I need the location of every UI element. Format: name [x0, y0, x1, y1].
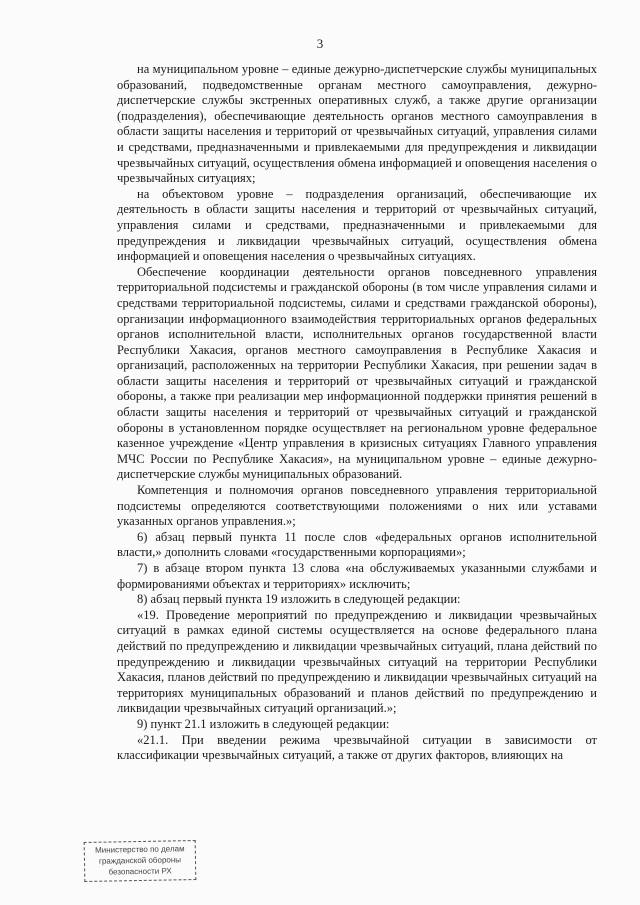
paragraph-item-7: 7) в абзаце втором пункта 13 слова «на обслуживаемых указанными службами и формированиями объектах и территориях» исключить;: [117, 561, 597, 591]
stamp-line: безопасности РХ: [108, 866, 172, 877]
paragraph-clause-19: «19. Проведение мероприятий по предупреждению и ликвидации чрезвычайных ситуаций в рамках единой системы осуществляется на основе федерального плана действий по предупреждению и ликвидации чрезвычайных ситуаций, плана действий по предупреждению и ликвидации чрезвычайных ситуаций на территории Республики Хакасия, планов действий по предупреждению и ликвидации чрезвычайных ситуаций на территориях муниципальных образований и планов действий по предупреждению и ликвидации чрезвычайных ситуаций организаций.»;: [117, 607, 597, 716]
paragraph-clause-21-1: «21.1. При введении режима чрезвычайной ситуации в зависимости от классификации чрезвычайных ситуаций, а также от других факторов, влияющих на: [117, 732, 597, 763]
paragraph-competence: Компетенция и полномочия органов повседневного управления территориальной подсистемы определяются соответствующими положениями о них или уставами указанных органов управления.»;: [117, 483, 597, 529]
page-number: 3: [316, 36, 324, 51]
registration-stamp: [84, 840, 197, 882]
stamp-line: Министерство по делам: [94, 844, 185, 855]
paragraph-item-9: 9) пункт 21.1 изложить в следующей редакции:: [137, 716, 390, 731]
document-body: [117, 62, 597, 764]
paragraph-municipal-level: на муниципальном уровне – единые дежурно-диспетчерские службы муниципальных образований, подведомственные органам местного самоуправления, дежурно-диспетчерские службы экстренных оперативных служб, а также другие организации (подразделения), обеспечивающие деятельность органов местного самоуправления в области защиты населения и территорий от чрезвычайных ситуаций, управления силами и средствами, предназначенными и привлекаемыми для предупреждения и ликвидации чрезвычайных ситуаций, осуществления обмена информацией и оповещения населения о чрезвычайных ситуациях;: [117, 62, 597, 186]
stamp-line: гражданской обороны: [98, 855, 182, 866]
paragraph-object-level: на объектовом уровне – подразделения организаций, обеспечивающие их деятельность в области защиты населения и территорий от чрезвычайных ситуаций, управления силами и средствами, предназначенными и привлекаемыми для предупреждения и ликвидации чрезвычайных ситуаций, осуществления обмена информацией и оповещения населения о чрезвычайных ситуациях.: [117, 186, 597, 264]
paragraph-coordination: Обеспечение координации деятельности органов повседневного управления территориальной подсистемы и гражданской обороны (в том числе управления силами и средствами территориальной подсистемы, силами и средствами гражданской обороны), организации информационного взаимодействия территориальных органов федеральных органов исполнительной власти, исполнительных органов государственной власти Республики Хакасия, органов местного самоуправления в Республике Хакасия и организаций, расположенных на территории Республики Хакасия, при решении задач в области защиты населения и территорий от чрезвычайных ситуаций и гражданской обороны, а также при реализации мер информационной поддержки принятия решений в области защиты населения и территорий от чрезвычайных ситуаций и гражданской обороны в установленном порядке осуществляет на региональном уровне федеральное казенное учреждение «Центр управления в кризисных ситуациях Главного управления МЧС России по Республике Хакасия», на муниципальном уровне – единые дежурно-диспетчерские службы муниципальных образований.: [117, 264, 597, 482]
paragraph-item-6: 6) абзац первый пункта 11 после слов «федеральных органов исполнительной власти,» дополнить словами «государственными корпорациями»;: [117, 529, 597, 560]
paragraph-item-8: 8) абзац первый пункта 19 изложить в следующей редакции:: [137, 592, 461, 607]
